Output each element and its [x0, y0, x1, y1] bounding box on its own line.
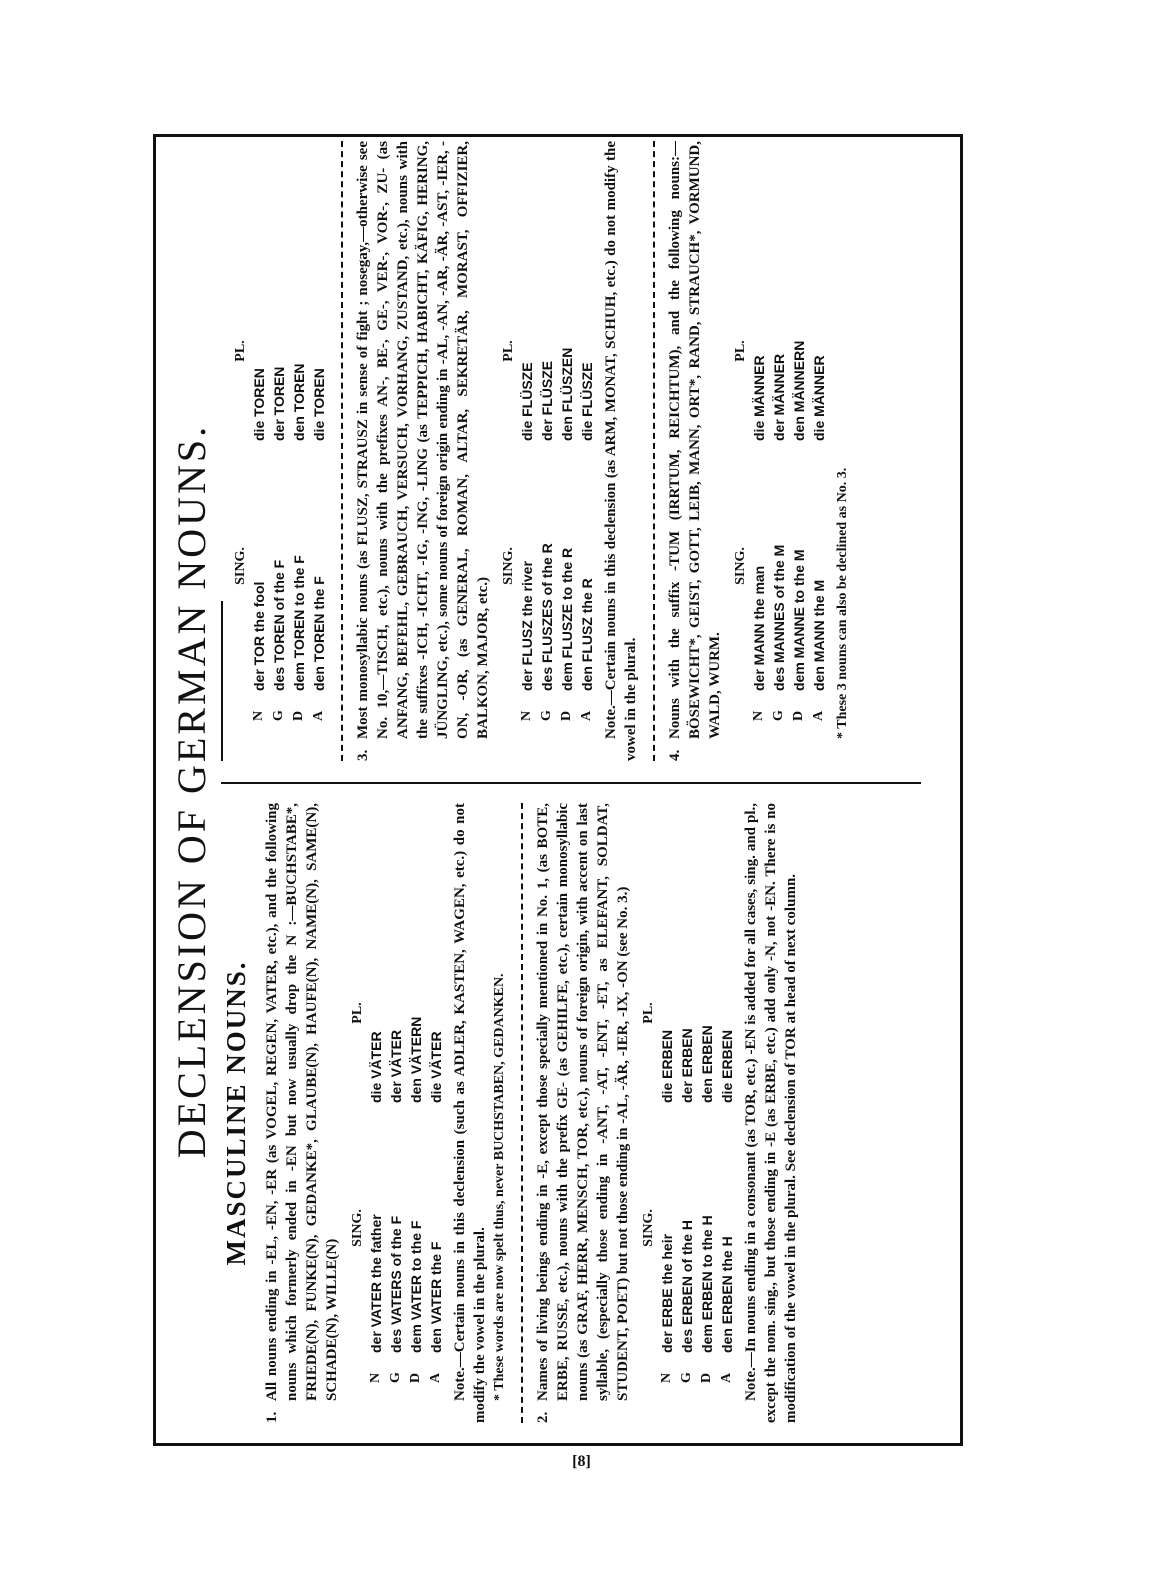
pl-header: PL. [733, 340, 748, 362]
section-number: 1. [264, 1411, 280, 1423]
dashed-divider [521, 803, 523, 1423]
top-rule [221, 601, 223, 761]
sing-header: SING. [350, 1209, 365, 1247]
section-1-text: 1.All nouns ending in -EL, -EN, -ER (as VOGEL, REGEN, VATER, etc.), and the following nouns which formerly ended in -EN but now usually drop the N :—BUCHSTABE*, FRIEDE(N), FUNKE(N), GEDANKE*, GLAUBE(N), HAUFE(N), NAME(N), SAME(N), SCHADE(N), WILLE(N) [264, 803, 340, 1423]
table-row: N der VATER the father die VÄTER [368, 1031, 384, 1383]
column-divider [221, 782, 921, 784]
table-row: A den TOREN the F die TOREN [311, 368, 327, 721]
footnote-text: * These words are now spelt thus, never BUCHSTABEN, GEDANKEN. [492, 973, 507, 1401]
table-row: N der TOR the fool die TOREN [251, 368, 267, 721]
table-frame [153, 134, 963, 1446]
section-4-text: 4.Nouns with the suffix -TUM (IRRTUM, REICHTUM), and the following nouns:—BÖSEWICHT*, GEIST, GOTT, LEIB, MANN, ORT*, RAND, STRAUCH*, VORMUND, WALD, WURM. [667, 141, 723, 761]
pl-header: PL. [641, 1002, 656, 1024]
page-title: DECLENSION OF GERMAN NOUNS. [169, 423, 214, 1159]
table-row: G des VATERS of the F der VÄTER [388, 1029, 404, 1383]
table-row: G des TOREN of the F der TOREN [271, 366, 287, 721]
table-row: A den MANN the M die MÄNNER [811, 355, 827, 721]
declension-table-tor [233, 141, 329, 721]
table-row: N der ERBE the heir die ERBEN [659, 1029, 675, 1383]
rotated-content [158, 141, 958, 1441]
note-text: Note.—Certain nouns in this declension (such as ADLER, KASTEN, WAGEN, etc.) do not modify the vowel in the plural. [452, 803, 488, 1423]
pl-header: PL. [501, 340, 516, 362]
table-row: D dem TOREN to the F den TOREN [291, 363, 307, 721]
section-number: 4. [667, 749, 683, 761]
table-row: G des MANNES of the M der MÄNNER [771, 353, 787, 721]
table-row: G des FLUSZES of the R der FLÜSZE [539, 360, 555, 721]
table-row: D dem VATER to the F den VÄTERN [408, 1016, 424, 1383]
note-text: Note.—Certain nouns in this declension (as ARM, MONAT, SCHUH, etc.) do not modify the vowel in the plural. [603, 141, 639, 761]
left-column [221, 803, 801, 1423]
pl-header: PL. [350, 1002, 365, 1024]
declension-table-flusz [501, 141, 597, 721]
declension-table-vater [350, 803, 446, 1383]
page-number: [8] [572, 1453, 591, 1470]
footnote-text: * These 3 nouns can also be declined as No. 3. [835, 467, 850, 739]
dashed-divider [341, 141, 343, 761]
section-heading: MASCULINE NOUNS. [221, 960, 251, 1266]
declension-table-mann [733, 141, 829, 721]
table-row: D dem MANNE to the M den MÄNNERN [791, 340, 807, 721]
sing-header: SING. [641, 1209, 656, 1247]
dashed-divider [653, 141, 655, 761]
right-column [221, 141, 852, 761]
section-2-text: 2.Names of living beings ending in -E, except those specially mentioned in No. 1, (as BOTE, ERBE, RUSSE, etc.), nouns with the prefix GE- (as GEHILFE, etc.), certain monosyllabic nouns (as GRAF, HERR, MENSCH, TOR, etc.), nouns of foreign origin, with accent on last syllable, (especially those ending in -ANT, -AT, -ENT, -ET, as ELEFANT, SOLDAT, STUDENT, POET) but not those ending in -AL, -ÄR, -IER, -IX, -ON (see No. 3.) [535, 803, 631, 1423]
table-row: N der MANN the man die MÄNNER [751, 355, 767, 721]
table-row: D dem FLUSZE to the R den FLÜSZEN [559, 347, 575, 721]
table-row: A den ERBEN the H die ERBEN [719, 1029, 735, 1383]
section-number: 3. [355, 749, 371, 761]
table-row: A den VATER the F die VÄTER [428, 1031, 444, 1383]
table-row: G des ERBEN of the H der ERBEN [679, 1028, 695, 1383]
table-row: D dem ERBEN to the H den ERBEN [699, 1025, 715, 1383]
declension-table-erbe [641, 803, 737, 1383]
sing-header: SING. [733, 547, 748, 585]
table-row: N der FLUSZ the river die FLÜSZE [519, 362, 535, 721]
table-row: A den FLUSZ the R die FLÜSZE [579, 362, 595, 721]
section-3-text: 3.Most monosyllabic nouns (as FLUSZ, STRAUSZ in sense of fight ; nosegay,—otherwise see No. 10,—TISCH, etc.), nouns with the prefixes AN-, BE-, GE-, VER-, VOR-, ZU- (as ANFANG, BEFEHL, GEBRAUCH, VERSUCH, VORHANG, ZUSTAND, etc.), nouns with the suffixes -ICH, -ICHT, -IG, -ING, -LING (as TEPPICH, HABICHT, KÄFIG, HERING, JÜNGLING, etc.), some nouns of foreign origin ending in -AL, -AN, -AR, -ÄR, -AST, -IER, -ON, -OR, (as GENERAL, ROMAN, ALTAR, SEKRETÄR, MORAST, OFFIZIER, BALKON, MAJOR, etc.) [355, 141, 491, 761]
section-number: 2. [535, 1411, 551, 1423]
sing-header: SING. [501, 547, 516, 585]
sing-header: SING. [233, 547, 248, 585]
pl-header: PL. [233, 340, 248, 362]
note-text: Note.—In nouns ending in a consonant (as TOR, etc.) -EN is added for all cases, sing. and pl., except the nom. sing., but those ending in -E (as ERBE, etc.) add only -N, not -EN. There is no modification of the vowel in the plural. See declension of TOR at head of next column. [743, 803, 799, 1423]
